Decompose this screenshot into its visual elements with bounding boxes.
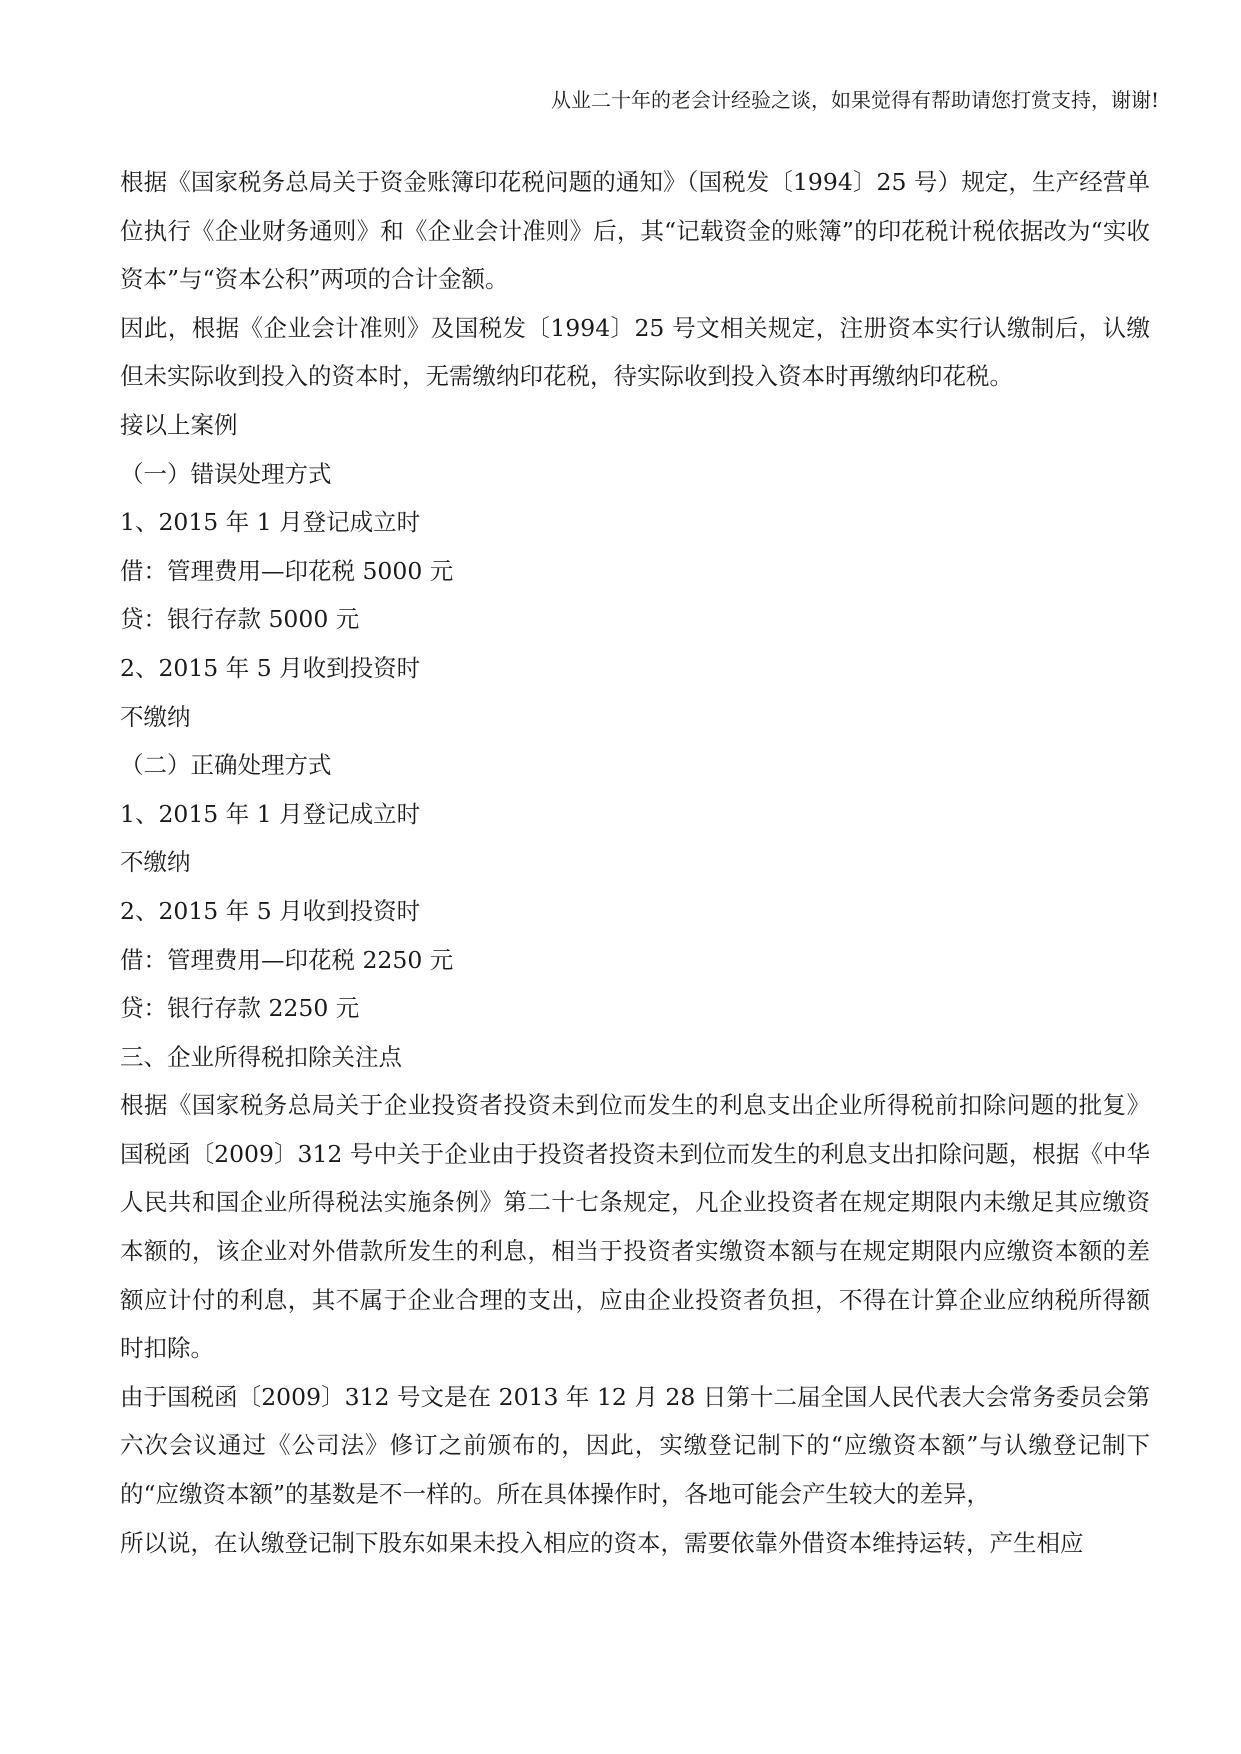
wrong-debit-entry: 借：管理费用—印花税 5000 元	[120, 556, 454, 585]
wrong-step-1: 1、2015 年 1 月登记成立时	[120, 508, 421, 537]
section-correct-method: （二）正确处理方式	[120, 751, 332, 780]
section-income-tax-heading: 三、企业所得税扣除关注点	[120, 1042, 402, 1071]
correct-step-1: 1、2015 年 1 月登记成立时	[120, 799, 421, 828]
paragraph-company-law-revision: 由于国税函〔2009〕312 号文是在 2013 年 12 月 28 日第十二届全国人民代表大会常务委员会第六次会议通过《公司法》修订之前颁布的，因此，实缴登记制下的“应缴资本额”与认缴登记制下的“应缴资本额”的基数是不一样的。所在具体操作时，各地可能会产生较大的差异，	[120, 1382, 1150, 1509]
paragraph-interest-deduction: 根据《国家税务总局关于企业投资者投资未到位而发生的利息支出企业所得税前扣除问题的批复》国税函〔2009〕312 号中关于企业由于投资者投资未到位而发生的利息支出扣除问题，根据《中华人民共和国企业所得税法实施条例》第二十七条规定，凡企业投资者在规定期限内未缴足其应缴资本额的，该企业对外借款所发生的利息，相当于投资者实缴资本额与在规定期限内应缴资本额的差额应计付的利息，其不属于企业合理的支出，应由企业投资者负担，不得在计算企业应纳税所得额时扣除。	[120, 1091, 1150, 1363]
wrong-credit-entry: 贷：银行存款 5000 元	[120, 605, 360, 634]
correct-step-2: 2、2015 年 5 月收到投资时	[120, 896, 421, 925]
paragraph-external-borrowing: 所以说，在认缴登记制下股东如果未投入相应的资本，需要依靠外借资本维持运转，产生相应	[120, 1528, 1084, 1557]
paragraph-stamp-tax-basis: 根据《国家税务总局关于资金账簿印花税问题的通知》（国税发〔1994〕25 号）规定，生产经营单位执行《企业财务通则》和《企业会计准则》后，其“记载资金的账簿”的印花税计税依据改为“实收资本”与“资本公积”两项的合计金额。	[120, 168, 1150, 294]
section-wrong-method: （一）错误处理方式	[120, 459, 332, 488]
wrong-step-2-note: 不缴纳	[120, 702, 191, 731]
document-body	[120, 158, 1150, 1567]
paragraph-subscription-conclusion: 因此，根据《企业会计准则》及国税发〔1994〕25 号文相关规定，注册资本实行认缴制后，认缴但未实际收到投入的资本时，无需缴纳印花税，待实际收到投入资本时再缴纳印花税。	[120, 313, 1150, 391]
page-header-note: 从业二十年的老会计经验之谈，如果觉得有帮助请您打赏支持，谢谢!	[550, 88, 1159, 112]
correct-step-1-note: 不缴纳	[120, 848, 191, 877]
case-intro: 接以上案例	[120, 410, 238, 439]
correct-debit-entry: 借：管理费用—印花税 2250 元	[120, 945, 454, 974]
wrong-step-2: 2、2015 年 5 月收到投资时	[120, 653, 421, 682]
correct-credit-entry: 贷：银行存款 2250 元	[120, 994, 360, 1023]
